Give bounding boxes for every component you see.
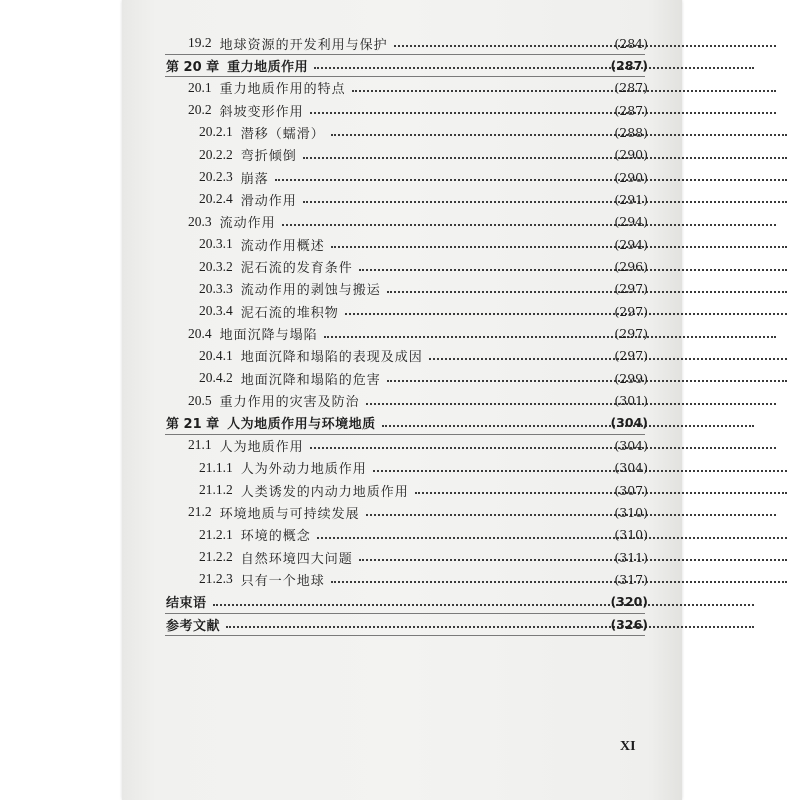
toc-entry-number: 20.4.1 xyxy=(199,347,233,363)
toc-entry-page: (290) xyxy=(614,169,648,185)
toc-entry[interactable] xyxy=(0,145,800,165)
toc-entry-title: 流动作用概述 xyxy=(240,238,325,254)
toc-entry-page: (317) xyxy=(614,571,648,587)
toc-entry-title: 地面沉降和塌陷的表现及成因 xyxy=(240,350,423,366)
toc-entry[interactable] xyxy=(0,189,800,209)
toc-entry-number: 20.3.4 xyxy=(199,303,233,319)
toc-entry-page: (310) xyxy=(614,527,648,543)
toc-entry-number: 19.2 xyxy=(188,35,212,50)
dot-leader xyxy=(275,177,787,181)
toc-entry-number: 20.2 xyxy=(188,102,212,118)
dot-leader xyxy=(366,512,776,516)
toc-entry-page: (320) xyxy=(610,594,648,610)
toc-entry[interactable] xyxy=(0,100,800,120)
dot-leader xyxy=(359,557,787,561)
toc-entry-page: (301) xyxy=(614,393,648,409)
toc-entry[interactable] xyxy=(0,547,800,567)
toc-entry-number: 21.1 xyxy=(188,437,212,453)
toc-entry-page: (287) xyxy=(610,57,648,73)
toc-entry-title: 流动作用的剥蚀与搬运 xyxy=(240,283,381,299)
toc-entry-number: 20.2.1 xyxy=(199,124,233,140)
toc-entry-page: (297) xyxy=(614,348,648,364)
dot-leader xyxy=(382,423,754,427)
toc-entry[interactable] xyxy=(0,122,800,142)
toc-entry[interactable] xyxy=(0,324,800,344)
toc-entry[interactable] xyxy=(0,301,800,321)
page-folio: XI xyxy=(620,739,636,754)
toc-entry-page: (297) xyxy=(614,303,648,319)
dot-leader xyxy=(366,401,776,405)
toc-entry-number: 20.3.3 xyxy=(199,280,233,296)
toc-entry-number: 20.4 xyxy=(188,325,212,341)
toc-entry-page: (291) xyxy=(614,191,648,207)
toc-entry[interactable] xyxy=(0,368,800,388)
toc-entry-title: 滑动作用 xyxy=(240,193,297,209)
dot-leader xyxy=(282,222,776,226)
toc-entry[interactable] xyxy=(0,234,800,254)
toc-entry[interactable] xyxy=(0,346,800,366)
toc-entry-page: (284) xyxy=(614,35,648,51)
toc-entry-title: 环境地质与可持续发展 xyxy=(219,506,360,522)
dot-leader xyxy=(345,311,787,315)
toc-entry[interactable] xyxy=(0,78,800,98)
dot-leader xyxy=(303,155,787,159)
toc-entry[interactable] xyxy=(0,480,800,500)
toc-entry-number: 21.2 xyxy=(188,504,212,520)
toc-entry-page: (299) xyxy=(614,370,648,386)
toc-entry-page: (287) xyxy=(614,102,648,118)
toc-entry-page: (311) xyxy=(614,549,648,565)
toc-entry-page: (290) xyxy=(614,147,648,163)
toc-entry-number: 21.2.3 xyxy=(199,571,233,587)
toc-entry[interactable] xyxy=(0,391,800,411)
dot-leader xyxy=(213,602,754,606)
toc-entry-title: 人为地质作用 xyxy=(219,439,304,455)
toc-entry-page: (310) xyxy=(614,504,648,520)
toc-entry-number: 20.4.2 xyxy=(199,370,233,386)
toc-entry-number: 20.2.3 xyxy=(199,169,233,185)
toc-entry[interactable] xyxy=(0,279,800,299)
dot-leader xyxy=(331,132,787,136)
dot-leader xyxy=(394,43,776,47)
toc-entry[interactable] xyxy=(0,212,800,232)
toc-entry-number: 21.2.1 xyxy=(199,526,233,542)
toc-entry-page: (294) xyxy=(614,236,648,252)
toc-entry-number: 第 21 章 xyxy=(166,417,220,433)
toc-entry-number: 20.2.4 xyxy=(199,191,233,207)
toc-entry[interactable] xyxy=(0,569,800,589)
toc-entry-number: 20.1 xyxy=(188,79,212,95)
toc-entry[interactable] xyxy=(0,33,800,53)
toc-entry[interactable] xyxy=(0,458,800,478)
dot-leader xyxy=(387,289,787,293)
toc-entry-page: (297) xyxy=(614,281,648,297)
toc-entry[interactable] xyxy=(0,257,800,277)
toc-entry[interactable] xyxy=(0,592,800,612)
toc-entry-title: 人为地质作用与环境地质 xyxy=(227,417,376,433)
toc-entry-number: 20.3 xyxy=(188,213,212,229)
toc-entry-page: (287) xyxy=(614,80,648,96)
toc-entry-title: 地球资源的开发利用与保护 xyxy=(219,37,388,53)
toc-entry-title: 崩落 xyxy=(240,171,269,187)
toc-entry-title: 弯折倾倒 xyxy=(240,149,297,165)
dot-leader xyxy=(387,378,787,382)
toc-entry-title: 人类诱发的内动力地质作用 xyxy=(240,484,409,500)
toc-entry-title: 流动作用 xyxy=(219,216,276,232)
toc-entry-title: 重力地质作用的特点 xyxy=(219,82,346,98)
toc-entry-page: (296) xyxy=(614,259,648,274)
toc-entry-title: 泥石流的堆积物 xyxy=(240,305,339,321)
toc-entry-page: (304) xyxy=(610,415,648,431)
toc-entry-number: 20.5 xyxy=(188,392,212,408)
dot-leader xyxy=(331,244,787,248)
dot-leader xyxy=(359,267,787,271)
toc-entry[interactable] xyxy=(0,413,800,433)
toc-entry[interactable] xyxy=(0,55,800,75)
toc-entry[interactable] xyxy=(0,614,800,634)
dot-leader xyxy=(314,65,754,69)
toc-entry-number: 21.1.2 xyxy=(199,482,233,497)
toc-entry-page: (297) xyxy=(614,326,648,342)
toc-entry-number: 20.3.1 xyxy=(199,236,233,252)
dot-leader xyxy=(310,445,776,449)
dot-leader xyxy=(324,334,776,338)
toc-entry-number: 21.2.2 xyxy=(199,549,233,565)
toc-entry-title: 潜移（蠕滑） xyxy=(240,126,325,142)
toc-entry-number: 第 20 章 xyxy=(166,59,220,75)
toc-entry-title: 泥石流的发育条件 xyxy=(240,261,353,276)
toc-entry-title: 地面沉降与塌陷 xyxy=(219,328,318,344)
toc-entry-title: 环境的概念 xyxy=(240,529,311,545)
toc-entry[interactable] xyxy=(0,502,800,522)
dot-leader xyxy=(303,199,787,203)
dot-leader xyxy=(317,535,787,539)
toc-entry-number: 20.2.2 xyxy=(199,146,233,162)
dot-leader xyxy=(352,88,776,92)
toc-entry[interactable] xyxy=(0,167,800,187)
dot-leader xyxy=(373,468,787,472)
toc-entry-title: 自然环境四大问题 xyxy=(240,551,353,567)
toc-entry-title: 重力地质作用 xyxy=(227,59,309,75)
toc-entry[interactable] xyxy=(0,435,800,455)
toc-entry-page: (294) xyxy=(614,214,648,230)
toc-entry-title: 结束语 xyxy=(166,596,207,612)
toc-entry-page: (304) xyxy=(614,437,648,453)
dot-leader xyxy=(310,110,776,114)
toc-entry-page: (288) xyxy=(614,124,648,140)
toc-entry-page: (326) xyxy=(610,616,648,632)
toc-entry-page: (304) xyxy=(614,460,648,476)
toc-entry-title: 斜坡变形作用 xyxy=(219,104,304,120)
section-rule xyxy=(165,635,645,636)
toc-entry-number: 21.1.1 xyxy=(199,459,233,475)
toc-entry-title: 地面沉降和塌陷的危害 xyxy=(240,372,381,388)
toc-entry[interactable] xyxy=(0,525,800,545)
dot-leader xyxy=(226,624,754,628)
toc-entry-number: 20.3.2 xyxy=(199,258,233,274)
toc-entry-title: 重力作用的灾害及防治 xyxy=(219,395,360,411)
toc-entry-title: 只有一个地球 xyxy=(240,573,325,589)
dot-leader xyxy=(331,579,787,583)
toc-entry-title: 参考文献 xyxy=(166,618,221,634)
toc-entry-page: (307) xyxy=(614,482,648,498)
toc-entry-title: 人为外动力地质作用 xyxy=(240,462,367,478)
